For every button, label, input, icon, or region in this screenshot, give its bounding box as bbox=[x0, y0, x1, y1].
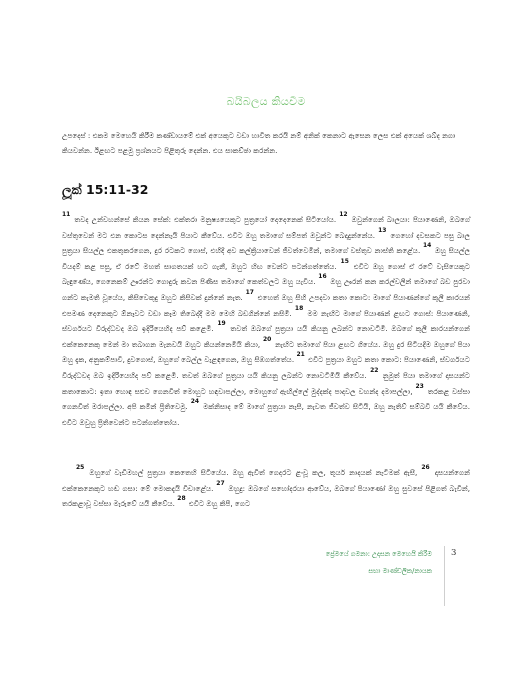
verse-text: නුමුත් පියා තමාගේ දාසයන්ට කතාකොට: ඉතා හොඳ සළුව ගෙනවිත් මොහුට හඳවාපල්ලා, මොහුගේ ඇඟිල්ලේ මුද්දක්ද පාදවල වහන්ද දමාපල්ලා, bbox=[62, 370, 470, 396]
scripture-paragraph-2 bbox=[62, 465, 470, 512]
scripture-reference: ලූක් 15:11-32 bbox=[62, 182, 149, 197]
verse-text: තවද උන්වහන්සේ කියන සේක්: එක්තරා මනුෂ්‍යයෙකුට පුත්‍රයෝ දෙදෙනෙක් සිටියෝය. bbox=[71, 215, 340, 224]
verse-number: 25 bbox=[76, 464, 85, 471]
verse-number: 27 bbox=[216, 479, 225, 487]
verse-number: 26 bbox=[421, 464, 430, 471]
verse-text: ඔහුගේ වැඩිමහල් පුත්‍රයා කෙතෙහි සිටියේය. ඔහු ඇවිත් ගෙදරට ළංවූ කල, තූර්ය නාදයක් නැටීමක් ඇසී, bbox=[85, 468, 422, 477]
verse-number: 15 bbox=[340, 257, 349, 265]
verse-text: එවිට ඔහු කිපී, ගෙට bbox=[186, 499, 251, 509]
verse-text: ඔහු ඌරන් කන කරල්වලින් තමාගේ බඩ පුරවා ගන්ට කැමති වූයේය, කිසිවෙකුදු ඔහුට කිසිවක් දුන්නේ නැත. bbox=[62, 277, 470, 302]
verse-number: 23 bbox=[415, 382, 424, 390]
verse-text: එවිට ඔහු ගොස් ඒ රටේ වැසියෙකුට බැඳුණේය, ගෙනෙකම් ඌරන්ට ගොදුරු කවන පිණිස තමාගේ කෙත්වලට ඔහු යැවීය. bbox=[62, 261, 470, 287]
verse-number: 19 bbox=[217, 320, 226, 328]
verse-number: 14 bbox=[422, 242, 432, 250]
verse-text: මම නැඟිට මාගේ පියාණන් ළඟට ගොස්: පියාණෙනි, ස්වර්ගයට විරුද්ධවද ඔබ ඉදිරියෙහිද පව් කළෙමි. bbox=[62, 308, 470, 334]
verse-text: නැඟිට තමාගේ පියා ළඟට ගියේය. ඔහු දුර සිටියදීම ඔහුගේ පියා ඔහු දැක, අනුකම්පාවී, දුවගොස්, ඔහුගේ බෙල්ල වැළඳගෙන, ඔහු සිඹගත්තේය. bbox=[62, 339, 470, 365]
footer-divider bbox=[444, 546, 445, 606]
verse-number: 21 bbox=[296, 351, 305, 359]
verse-number: 12 bbox=[339, 211, 348, 218]
verse-text: ගෙහෝ දවසකට පසු බාල පුත්‍රයා සියල්ල එකතුකරගෙන, දුර රටකට ගොස්, එහිදී අව කල්ක්‍රියාවෙන් ජීවත්වෙමින්, තමාගේ වස්තුව නාස්ති කළේය. bbox=[62, 230, 470, 256]
page-number: 3 bbox=[451, 548, 457, 558]
verse-number: 20 bbox=[262, 335, 272, 343]
verse-number: 24 bbox=[190, 398, 200, 406]
verse-text: ඔහු සියල්ල වියදම් කළ පසු, ඒ රටේ මහත් සාගතයක් හට ගැනී, ඔහුට හිඟ වෙන්ට පටන්ගත්තේය. bbox=[62, 246, 470, 271]
verse-number: 28 bbox=[177, 495, 186, 503]
verse-number: 17 bbox=[245, 288, 254, 296]
verse-number: 16 bbox=[318, 273, 327, 281]
verse-text: මක්නිසාද මේ මාගේ පුත්‍රයා නැසී, නැවත ජීවත්ව සිටියි, ඔහු නැතිව් සම්බවි යයි කීවේය. එවිට ඔවුහු ප්‍රීතිවෙන්ට පටන්ගත්තෝය. bbox=[62, 402, 470, 427]
verse-text: ඔවුන්ගෙන් බාලයා: පියාණෙනි, ඔබගේ වස්තුවෙන් මට එන කොටස දෙන්නැයි පියාට කීවේය. එවිට ඔහු තමාගේ සම්පත් ඔවුන්ට බෙදාදුන්නේය. bbox=[62, 215, 470, 240]
verse-number: 11 bbox=[62, 211, 71, 218]
verse-number: 22 bbox=[370, 366, 379, 374]
verse-number: 13 bbox=[378, 226, 387, 234]
footer-title: ප්‍රේමයේ ගමනා: උදාසන මෙහෙයි කිරීම bbox=[325, 550, 432, 558]
verse-text: එහෙත් ඔහු සිහි උපදවා කතා කොට: මාගේ පියාණන්ගේ කුලී කාරයන් එපමණ දෙනෙකුට ඕනෑවට වඩා කෑම තිබෙද්දී මම මෙහි බඩගින්නේ නසිමි. bbox=[62, 292, 470, 318]
section-heading: බයිබලය කියවීම bbox=[226, 95, 306, 108]
verse-text: ඔහුදු: ඔබගේ සහෝදරයා ආවේය, ඔබගේ පියාණෝ ඔහු සුවසේ පිළිගත් බැවින්, තරකළාවූ වස්සා මැරුවේ යයි කීවේය. bbox=[62, 483, 470, 509]
verse-text: තවත් ඔබගේ පුත්‍රයා යයි කියනු ලබන්ට නොවටිමි. ඔබගේ කුලී කාරයන්ගෙන් එක්කෙනෙකු මෙන් මා තබාගන මැනවයි ඔහුට කියන්නෙමියි කියා, bbox=[62, 324, 470, 349]
footer-subtitle: සභා මාණ්ඩලික/නායක bbox=[368, 567, 432, 575]
verse-text: තරකළ වස්සා ගෙනවිත් මරාපල්ලා. අපි කමින් ප්‍රීතිවෙමු. bbox=[62, 386, 470, 412]
page-footer bbox=[0, 544, 532, 624]
verse-text: එවිට පුත්‍රයා ඔහුට කතා කොට: පියාණෙනි, ස්වර්ගයට විරුද්ධවද ඔබ ඉදිරියෙහිද පව් කළෙමි. තවත් ඔබගේ පුත්‍රයා යයි කියනු ලබන්ට නොවටිමියි කීවේය. bbox=[62, 355, 470, 380]
verse-text: දාසයන්ගෙන් එක්කෙනෙකුට හඬ ගසා: මේ මොකදැයි විචාළේය. bbox=[62, 468, 470, 493]
instruction-text: උපදෙස් : එකම මෙහෙයි කිරීම කණ්ඩායමේ එක් අයෙකුට වඩා හාවිත කරයි නම් අනික් කෙනාට ඇසෙන ලෙස එක් අයෙක් ශබ්ද නගා කියවන්න. ඊළඟට පළමු ප්‍රශ්නයට පිළිතුරු දෙන්න. එය සාකච්ඡා කරන්න. bbox=[62, 131, 456, 155]
verse-number: 18 bbox=[294, 304, 304, 312]
scripture-paragraph-1 bbox=[62, 212, 470, 430]
